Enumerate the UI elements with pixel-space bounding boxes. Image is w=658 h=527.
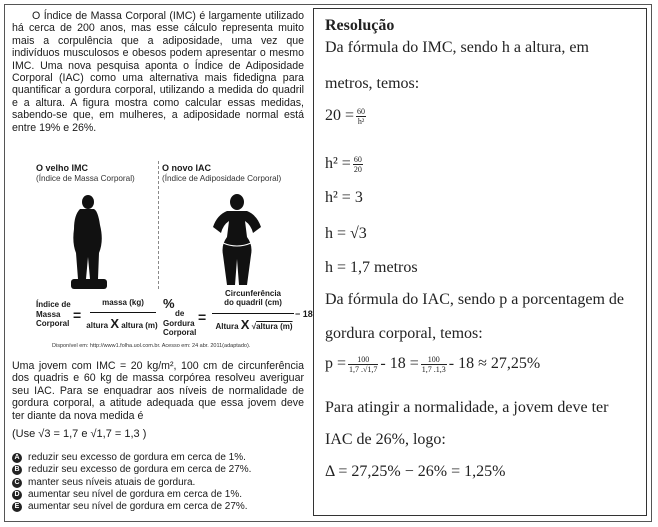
option-letter-badge: A bbox=[12, 453, 22, 463]
resolution-line: Da fórmula do IMC, sendo h a altura, em bbox=[325, 39, 589, 56]
fraction-num: 100 bbox=[348, 355, 378, 365]
iac-label-line: Corporal bbox=[163, 328, 197, 337]
equation-line: h² = 3 bbox=[325, 189, 363, 206]
person-measuring-hips-illustration bbox=[207, 193, 267, 293]
option-c[interactable] bbox=[12, 477, 304, 489]
equation-mid: - 18 = bbox=[380, 355, 419, 373]
resolution-panel bbox=[313, 8, 647, 516]
resolution-line: Para atingir a normalidade, a jovem deve ter bbox=[325, 399, 609, 416]
iac-label-line: de bbox=[175, 309, 185, 318]
option-letter-badge: E bbox=[12, 502, 22, 512]
iac-percent: % bbox=[163, 296, 175, 311]
fraction bbox=[356, 107, 366, 126]
iac-den-sqrt-height: altura (m) bbox=[256, 322, 293, 331]
option-b[interactable] bbox=[12, 464, 304, 476]
option-a[interactable] bbox=[12, 452, 304, 464]
imc-numerator: massa (kg) bbox=[102, 298, 144, 307]
option-e[interactable] bbox=[12, 501, 304, 513]
imc-den-times: X bbox=[110, 316, 119, 331]
iac-numerator-line: do quadril (cm) bbox=[224, 298, 282, 307]
option-text: manter seus níveis atuais de gordura. bbox=[28, 476, 196, 488]
old-imc-title: O velho IMC bbox=[36, 163, 89, 173]
option-d[interactable] bbox=[12, 489, 304, 501]
imc-denominator bbox=[82, 316, 162, 331]
imc-fraction-line bbox=[90, 312, 156, 313]
equation-p bbox=[325, 355, 540, 374]
new-iac-subtitle: (Índice de Adiposidade Corporal) bbox=[162, 174, 282, 183]
option-letter-badge: C bbox=[12, 478, 22, 488]
iac-numerator-line: Circunferência bbox=[224, 289, 282, 298]
iac-denominator bbox=[208, 317, 300, 332]
question-statement: Uma jovem com IMC = 20 kg/m², 100 cm de circunferência dos quadris e 60 kg de massa corpórea resolveu averiguar seu IAC. Para se enquadrar aos níveis de normalidade de gordura corporal, a atitude adequada que essa jovem deve ter diante da nova medida é bbox=[12, 360, 304, 422]
equation-left: h² = bbox=[325, 155, 351, 173]
iac-den-height: Altura bbox=[215, 322, 239, 331]
iac-label bbox=[163, 309, 196, 338]
figure-credit: Disponível em: http://www1.folha.uol.com.br. Acesso em: 24 abr. 2011(adaptado). bbox=[52, 343, 251, 349]
equation-imc-20 bbox=[325, 107, 368, 126]
option-text: reduzir seu excesso de gordura em cerca de 1%. bbox=[28, 452, 246, 463]
fraction bbox=[348, 355, 378, 374]
iac-equals: = bbox=[198, 309, 207, 325]
equation-delta: Δ = 27,25% − 26% = 1,25% bbox=[325, 463, 506, 480]
figure-divider bbox=[158, 161, 159, 289]
equation-h-squared bbox=[325, 155, 365, 174]
fraction-den: 1,7 .√1,7 bbox=[349, 365, 378, 374]
imc-label-line: Corporal bbox=[36, 319, 70, 328]
option-letter-badge: B bbox=[12, 465, 22, 475]
fraction-den: h² bbox=[357, 117, 365, 126]
intro-paragraph: O Índice de Massa Corporal (IMC) é largamente utilizado há cerca de 200 anos, mas esse cálculo representa muito mais a corpulência que a adiposidade, uma vez que indivíduos musculosos e obesos podem apresentar o mesmo IMC. Uma nova pesquisa aponta o Índice de Adiposidade Corporal (IAC) como uma alternativa mais fidedigna para quantificar a gordura corporal, utilizando a medida do quadril e a altura. A figura mostra como calcular essas medidas, sabendo-se que, em mulheres, a adiposidade normal está entre 19% e 26%. bbox=[12, 10, 304, 134]
equation-left: p = bbox=[325, 355, 347, 373]
fraction-den: 1,7 .1,3 bbox=[421, 365, 446, 374]
resolution-line: metros, temos: bbox=[325, 75, 420, 92]
imc-den-height: altura bbox=[86, 321, 109, 330]
new-iac-title: O novo IAC bbox=[162, 163, 211, 173]
old-imc-subtitle: (Índice de Massa Corporal) bbox=[36, 174, 135, 183]
fraction-num: 100 bbox=[421, 355, 447, 365]
person-on-scale-illustration bbox=[64, 193, 114, 293]
imc-label bbox=[36, 300, 71, 329]
answer-options bbox=[12, 452, 304, 513]
imc-label-line: Índice de bbox=[36, 300, 71, 309]
option-letter-badge: D bbox=[12, 490, 22, 500]
fraction-num: 60 bbox=[357, 107, 366, 116]
iac-label-line: Gordura bbox=[163, 318, 195, 328]
option-text: aumentar seu nível de gordura em cerca de 1%. bbox=[28, 488, 243, 500]
fraction bbox=[421, 355, 447, 374]
equation-line: h = 1,7 metros bbox=[325, 259, 418, 276]
iac-den-times: X bbox=[240, 317, 250, 332]
fraction bbox=[353, 155, 363, 174]
iac-minus-18: − 18 bbox=[295, 309, 313, 319]
fraction-num: 60 bbox=[353, 155, 362, 164]
sqrt-symbol: √ bbox=[251, 322, 257, 331]
imc-equals: = bbox=[73, 307, 82, 323]
resolution-line: gordura corporal, temos: bbox=[325, 325, 483, 342]
resolution-title: Resolução bbox=[325, 17, 395, 34]
question-intro bbox=[12, 10, 304, 134]
fraction-den: 20 bbox=[353, 165, 362, 174]
formula-figure bbox=[12, 159, 313, 349]
equation-line: h = √3 bbox=[325, 225, 367, 242]
option-text: reduzir seu excesso de gordura em cerca de 27%. bbox=[28, 464, 252, 476]
imc-label-line: Massa bbox=[36, 309, 61, 319]
equation-right: - 18 ≈ 27,25% bbox=[448, 355, 541, 373]
resolution-line: Da fórmula do IAC, sendo p a porcentagem de bbox=[325, 291, 625, 308]
iac-numerator bbox=[212, 289, 294, 307]
use-hint: (Use √3 = 1,7 e √1,7 = 1,3 ) bbox=[12, 428, 147, 440]
imc-den-height-2: altura (m) bbox=[121, 321, 158, 330]
option-text: aumentar seu nível de gordura em cerca de 27%. bbox=[28, 501, 248, 513]
resolution-line: IAC de 26%, logo: bbox=[325, 431, 446, 448]
iac-fraction-line bbox=[212, 313, 294, 314]
equation-left: 20 = bbox=[325, 107, 355, 125]
